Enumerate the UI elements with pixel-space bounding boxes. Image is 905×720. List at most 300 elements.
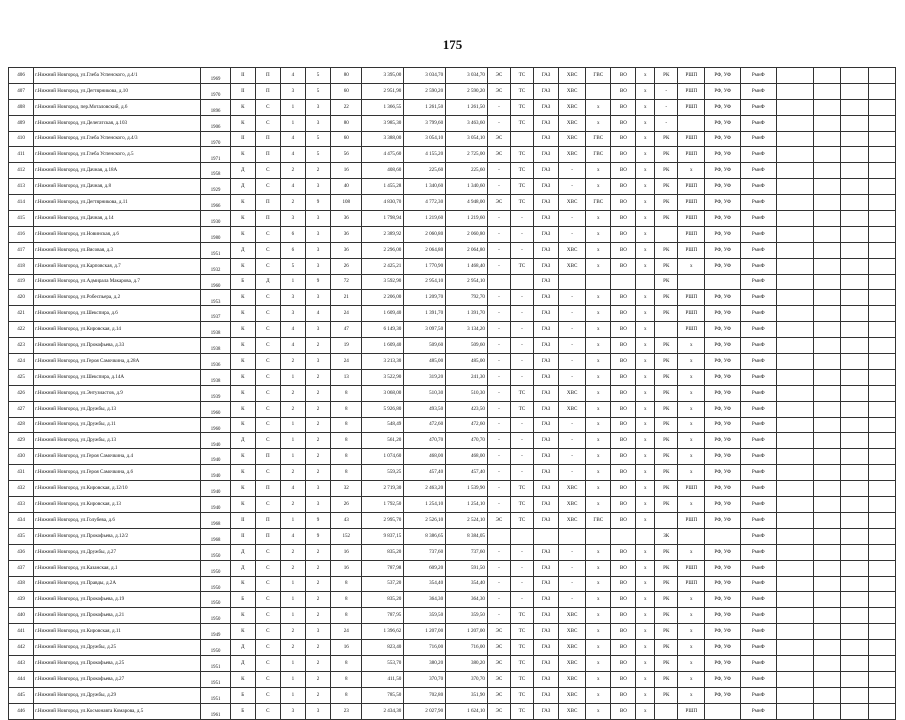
table-cell: РК: [655, 433, 678, 449]
table-cell: 835,20: [362, 592, 404, 608]
table-cell: 510,30: [446, 385, 488, 401]
table-cell: К: [230, 624, 255, 640]
table-cell: РмнФ: [740, 83, 776, 99]
empty-cell: [868, 258, 895, 274]
table-cell: 3: [306, 322, 331, 338]
table-cell: 1 340,60: [404, 179, 446, 195]
table-cell: ГАЗ: [533, 147, 558, 163]
table-cell: х: [586, 163, 611, 179]
table-cell: 1: [280, 369, 305, 385]
table-cell: х: [636, 322, 655, 338]
table-cell: ТС: [510, 163, 533, 179]
table-cell: г.Нижний Новгород, ул.Адмирала Макарова, д.7: [34, 274, 201, 290]
table-cell: РФ, УФ: [705, 354, 741, 370]
table-cell: 354,40: [446, 576, 488, 592]
table-cell: 225,60: [404, 163, 446, 179]
table-cell: ГАЗ: [533, 608, 558, 624]
empty-cell: [776, 147, 814, 163]
table-cell: 3 395,00: [362, 68, 404, 84]
empty-cell: [868, 306, 895, 322]
table-cell: 1968: [201, 512, 230, 528]
empty-cell: [841, 576, 868, 592]
table-cell: 457,40: [404, 465, 446, 481]
table-row: [9, 528, 896, 544]
table-cell: х: [636, 512, 655, 528]
table-cell: ГАЗ: [533, 512, 558, 528]
table-cell: РФ, УФ: [705, 306, 741, 322]
table-cell: 3: [306, 497, 331, 513]
empty-cell: [868, 131, 895, 147]
table-cell: 2 060,80: [404, 226, 446, 242]
table-cell: ХВС: [559, 481, 586, 497]
table-cell: х: [636, 99, 655, 115]
table-cell: ХВС: [559, 687, 586, 703]
table-cell: 2 524,10: [446, 512, 488, 528]
table-cell: 1969: [201, 68, 230, 84]
table-cell: К: [230, 465, 255, 481]
table-cell: 2: [280, 354, 305, 370]
table-cell: 1950: [201, 592, 230, 608]
empty-cell: [814, 306, 841, 322]
table-cell: 716,00: [446, 640, 488, 656]
table-cell: г.Нижний Новгород, пер.Моталовский, д.6: [34, 99, 201, 115]
table-cell: 1 455,28: [362, 179, 404, 195]
table-cell: 1938: [201, 338, 230, 354]
table-cell: 1 261,50: [404, 99, 446, 115]
empty-cell: [814, 497, 841, 513]
table-cell: П: [255, 449, 280, 465]
table-cell: РФ, УФ: [705, 226, 741, 242]
table-cell: х: [586, 608, 611, 624]
table-cell: -: [510, 576, 533, 592]
table-cell: ГАЗ: [533, 560, 558, 576]
table-cell: 2: [306, 163, 331, 179]
table-cell: РмнФ: [740, 576, 776, 592]
table-cell: РШП: [678, 242, 705, 258]
table-cell: [655, 703, 678, 719]
table-cell: 1970: [201, 83, 230, 99]
table-cell: 6: [280, 242, 305, 258]
table-cell: С: [255, 322, 280, 338]
table-cell: ГАЗ: [533, 195, 558, 211]
table-cell: 1 219,60: [404, 211, 446, 227]
table-cell: С: [255, 417, 280, 433]
table-cell: ВО: [611, 560, 636, 576]
table-cell: ГАЗ: [533, 592, 558, 608]
table-cell: 241,30: [446, 369, 488, 385]
table-cell: 8: [331, 608, 362, 624]
table-cell: х: [678, 687, 705, 703]
table-cell: 2 590,20: [446, 83, 488, 99]
table-cell: РмнФ: [740, 624, 776, 640]
table-cell: -: [510, 226, 533, 242]
empty-cell: [814, 560, 841, 576]
table-cell: ХВС: [559, 497, 586, 513]
table-cell: г.Нижний Новгород, ул.Глеба Успенского, д.4/1: [34, 68, 201, 84]
empty-cell: [841, 592, 868, 608]
empty-cell: [776, 417, 814, 433]
table-cell: х: [636, 68, 655, 84]
table-cell: ХВС: [559, 258, 586, 274]
empty-cell: [776, 290, 814, 306]
table-cell: С: [255, 354, 280, 370]
table-cell: 1 539,90: [446, 481, 488, 497]
table-cell: РК: [655, 338, 678, 354]
table-cell: 2: [306, 465, 331, 481]
table-cell: 60: [331, 131, 362, 147]
table-cell: ТС: [510, 83, 533, 99]
empty-cell: [841, 195, 868, 211]
table-cell: РШП: [678, 560, 705, 576]
table-row: [9, 497, 896, 513]
empty-cell: [814, 576, 841, 592]
table-cell: 351,90: [446, 687, 488, 703]
table-cell: ТС: [510, 512, 533, 528]
table-row: [9, 560, 896, 576]
table-cell: х: [586, 369, 611, 385]
table-cell: 2: [280, 640, 305, 656]
table-cell: -: [510, 433, 533, 449]
table-cell: К: [230, 99, 255, 115]
empty-cell: [841, 147, 868, 163]
table-cell: х: [636, 290, 655, 306]
table-cell: 1949: [201, 624, 230, 640]
table-cell: 2 590,20: [404, 83, 446, 99]
table-cell: [655, 322, 678, 338]
table-cell: 415: [9, 211, 34, 227]
table-cell: К: [230, 290, 255, 306]
table-cell: ВО: [611, 83, 636, 99]
table-cell: ВО: [611, 497, 636, 513]
table-cell: -: [510, 242, 533, 258]
empty-cell: [814, 671, 841, 687]
table-cell: РмнФ: [740, 544, 776, 560]
table-cell: С: [255, 608, 280, 624]
table-cell: С: [255, 163, 280, 179]
table-cell: г.Нижний Новгород, ул.Героя Самочкина, д.28А: [34, 354, 201, 370]
table-cell: 3 097,50: [404, 322, 446, 338]
empty-cell: [868, 163, 895, 179]
table-cell: 3: [280, 703, 305, 719]
empty-cell: [868, 624, 895, 640]
table-cell: г.Нижний Новгород, ул.Вясовая, д.3: [34, 242, 201, 258]
table-cell: -: [487, 449, 510, 465]
table-cell: 370,70: [404, 671, 446, 687]
table-cell: ГВС: [586, 68, 611, 84]
table-cell: 5: [280, 258, 305, 274]
table-cell: х: [636, 354, 655, 370]
empty-cell: [814, 99, 841, 115]
table-cell: 2: [306, 687, 331, 703]
table-cell: х: [586, 640, 611, 656]
table-cell: ГАЗ: [533, 115, 558, 131]
table-cell: 8: [331, 687, 362, 703]
table-cell: РШП: [678, 195, 705, 211]
table-cell: 444: [9, 671, 34, 687]
table-cell: г.Нижний Новгород, ул.Дружбы, д.11: [34, 417, 201, 433]
table-cell: -: [510, 560, 533, 576]
table-cell: ГАЗ: [533, 242, 558, 258]
table-cell: 3: [280, 290, 305, 306]
table-cell: 438: [9, 576, 34, 592]
table-cell: г.Нижний Новгород, ул.Космонавта Комарова, д.5: [34, 703, 201, 719]
table-cell: 8: [331, 655, 362, 671]
table-cell: 1 366,55: [362, 99, 404, 115]
table-cell: -: [510, 417, 533, 433]
table-cell: х: [586, 115, 611, 131]
table-cell: 2 027,90: [404, 703, 446, 719]
table-cell: РФ, УФ: [705, 640, 741, 656]
table-cell: 470,70: [446, 433, 488, 449]
table-cell: П: [255, 528, 280, 544]
table-cell: ВО: [611, 703, 636, 719]
table-cell: РФ, УФ: [705, 163, 741, 179]
table-cell: К: [230, 115, 255, 131]
table-cell: 364,30: [446, 592, 488, 608]
table-cell: РмнФ: [740, 68, 776, 84]
table-cell: 440: [9, 608, 34, 624]
table-cell: -: [559, 338, 586, 354]
table-cell: РК: [655, 687, 678, 703]
empty-cell: [868, 99, 895, 115]
table-cell: РК: [655, 385, 678, 401]
table-cell: 60: [331, 83, 362, 99]
empty-cell: [868, 322, 895, 338]
table-cell: ВО: [611, 481, 636, 497]
table-cell: 468,00: [404, 449, 446, 465]
table-cell: С: [255, 401, 280, 417]
table-cell: П: [255, 195, 280, 211]
empty-cell: [814, 338, 841, 354]
table-cell: 24: [331, 624, 362, 640]
table-cell: 5: [306, 147, 331, 163]
table-cell: 8: [331, 417, 362, 433]
table-cell: РмнФ: [740, 433, 776, 449]
table-cell: ХВС: [559, 68, 586, 84]
table-cell: РК: [655, 449, 678, 465]
table-cell: 1950: [201, 576, 230, 592]
empty-cell: [868, 671, 895, 687]
table-cell: х: [636, 608, 655, 624]
table-cell: 432: [9, 481, 34, 497]
table-cell: Д: [230, 655, 255, 671]
empty-cell: [841, 497, 868, 513]
table-row: [9, 608, 896, 624]
empty-cell: [814, 512, 841, 528]
empty-cell: [841, 83, 868, 99]
table-cell: г.Нижний Новгород, ул.Энтузиастов, д.9: [34, 385, 201, 401]
table-row: [9, 687, 896, 703]
table-cell: ГАЗ: [533, 655, 558, 671]
table-cell: г.Нижний Новгород, ул.Дегтярникова, д.10: [34, 83, 201, 99]
table-cell: РК: [655, 306, 678, 322]
table-cell: ВО: [611, 163, 636, 179]
table-cell: -: [487, 465, 510, 481]
table-cell: [678, 528, 705, 544]
table-cell: -: [510, 338, 533, 354]
table-cell: 427: [9, 401, 34, 417]
table-cell: РК: [655, 401, 678, 417]
table-cell: 1: [280, 592, 305, 608]
table-cell: г.Нижний Новгород, ул.Шекспира, д.14А: [34, 369, 201, 385]
table-cell: ГАЗ: [533, 179, 558, 195]
table-cell: 1: [280, 576, 305, 592]
table-cell: 436: [9, 544, 34, 560]
empty-cell: [868, 115, 895, 131]
table-cell: РК: [655, 195, 678, 211]
table-cell: х: [678, 671, 705, 687]
table-cell: ТС: [510, 68, 533, 84]
empty-cell: [814, 369, 841, 385]
table-cell: 1 609,40: [362, 338, 404, 354]
table-cell: 785,50: [362, 687, 404, 703]
table-cell: 5: [306, 131, 331, 147]
empty-cell: [841, 401, 868, 417]
table-cell: 1 798,94: [362, 211, 404, 227]
table-cell: 13: [331, 369, 362, 385]
table-cell: РК: [655, 354, 678, 370]
empty-cell: [841, 211, 868, 227]
table-cell: г.Нижний Новгород, ул.Шекспира, д.6: [34, 306, 201, 322]
table-cell: ГАЗ: [533, 211, 558, 227]
table-cell: С: [255, 576, 280, 592]
table-cell: х: [636, 640, 655, 656]
table-cell: г.Нижний Новгород, ул.Делегатская, д.103: [34, 115, 201, 131]
table-cell: РК: [655, 497, 678, 513]
table-cell: К: [230, 354, 255, 370]
table-cell: 1: [280, 417, 305, 433]
table-row: [9, 258, 896, 274]
table-cell: -: [559, 226, 586, 242]
table-cell: РмнФ: [740, 385, 776, 401]
table-cell: г.Нижний Новгород, ул.Дачная, д.18А: [34, 163, 201, 179]
empty-cell: [841, 449, 868, 465]
empty-cell: [814, 465, 841, 481]
table-cell: 1 207,00: [404, 624, 446, 640]
table-cell: ВО: [611, 592, 636, 608]
table-cell: 1968: [201, 528, 230, 544]
table-cell: [559, 528, 586, 544]
table-cell: г.Нижний Новгород, ул.Прокофьева, д.21: [34, 608, 201, 624]
table-cell: 3 388,00: [362, 131, 404, 147]
empty-cell: [776, 338, 814, 354]
table-cell: [510, 528, 533, 544]
table-cell: -: [487, 211, 510, 227]
empty-cell: [868, 226, 895, 242]
table-cell: 559,25: [362, 465, 404, 481]
table-cell: РмнФ: [740, 258, 776, 274]
table-cell: [611, 274, 636, 290]
table-cell: 2: [306, 655, 331, 671]
table-cell: 9: [306, 195, 331, 211]
table-cell: С: [255, 560, 280, 576]
table-cell: 2: [306, 640, 331, 656]
table-cell: 410: [9, 131, 34, 147]
table-cell: [487, 274, 510, 290]
table-cell: 1936: [201, 354, 230, 370]
table-cell: 9: [306, 274, 331, 290]
table-cell: х: [636, 401, 655, 417]
table-cell: 446: [9, 703, 34, 719]
table-row: [9, 242, 896, 258]
table-cell: х: [586, 179, 611, 195]
table-cell: -: [559, 290, 586, 306]
table-cell: -: [510, 465, 533, 481]
table-cell: г.Нижний Новгород, ул.Кировская, д.12/10: [34, 481, 201, 497]
table-cell: х: [678, 608, 705, 624]
table-cell: К: [230, 369, 255, 385]
table-cell: ТС: [510, 624, 533, 640]
empty-cell: [814, 655, 841, 671]
table-cell: 2: [306, 449, 331, 465]
table-cell: РК: [655, 624, 678, 640]
table-cell: РФ, УФ: [705, 83, 741, 99]
table-cell: 426: [9, 385, 34, 401]
table-cell: ВО: [611, 655, 636, 671]
table-cell: К: [230, 258, 255, 274]
table-cell: ХВС: [559, 147, 586, 163]
table-cell: РШП: [678, 147, 705, 163]
table-cell: -: [559, 211, 586, 227]
table-cell: х: [586, 576, 611, 592]
empty-cell: [841, 465, 868, 481]
table-cell: 2: [306, 560, 331, 576]
table-cell: ГАЗ: [533, 322, 558, 338]
table-cell: 1 074,60: [362, 449, 404, 465]
table-cell: 4: [280, 528, 305, 544]
empty-cell: [868, 703, 895, 719]
empty-cell: [776, 163, 814, 179]
table-cell: С: [255, 433, 280, 449]
table-cell: [533, 528, 558, 544]
empty-cell: [814, 290, 841, 306]
table-cell: РФ, УФ: [705, 211, 741, 227]
table-cell: х: [586, 703, 611, 719]
table-cell: [705, 528, 741, 544]
table-cell: ГАЗ: [533, 68, 558, 84]
table-cell: 8 384,05: [446, 528, 488, 544]
table-cell: 2 060,80: [446, 226, 488, 242]
table-cell: 737,60: [446, 544, 488, 560]
empty-cell: [776, 68, 814, 84]
table-cell: [510, 274, 533, 290]
table-cell: -: [559, 322, 586, 338]
table-cell: РмнФ: [740, 163, 776, 179]
table-cell: ТС: [510, 703, 533, 719]
table-cell: ХВС: [559, 401, 586, 417]
table-cell: х: [636, 195, 655, 211]
table-cell: х: [636, 703, 655, 719]
table-cell: х: [678, 163, 705, 179]
table-cell: РК: [655, 417, 678, 433]
table-cell: 411,50: [362, 671, 404, 687]
table-cell: [586, 528, 611, 544]
table-cell: К: [230, 211, 255, 227]
table-cell: 3 799,60: [404, 115, 446, 131]
table-cell: РмнФ: [740, 179, 776, 195]
table-cell: -: [655, 115, 678, 131]
table-cell: РФ, УФ: [705, 608, 741, 624]
table-cell: 16: [331, 640, 362, 656]
empty-cell: [814, 687, 841, 703]
table-cell: РмнФ: [740, 354, 776, 370]
table-cell: [510, 131, 533, 147]
table-cell: 2 425,21: [362, 258, 404, 274]
table-cell: х: [678, 544, 705, 560]
table-cell: 2: [280, 560, 305, 576]
table-cell: ЭС: [487, 655, 510, 671]
empty-cell: [814, 83, 841, 99]
